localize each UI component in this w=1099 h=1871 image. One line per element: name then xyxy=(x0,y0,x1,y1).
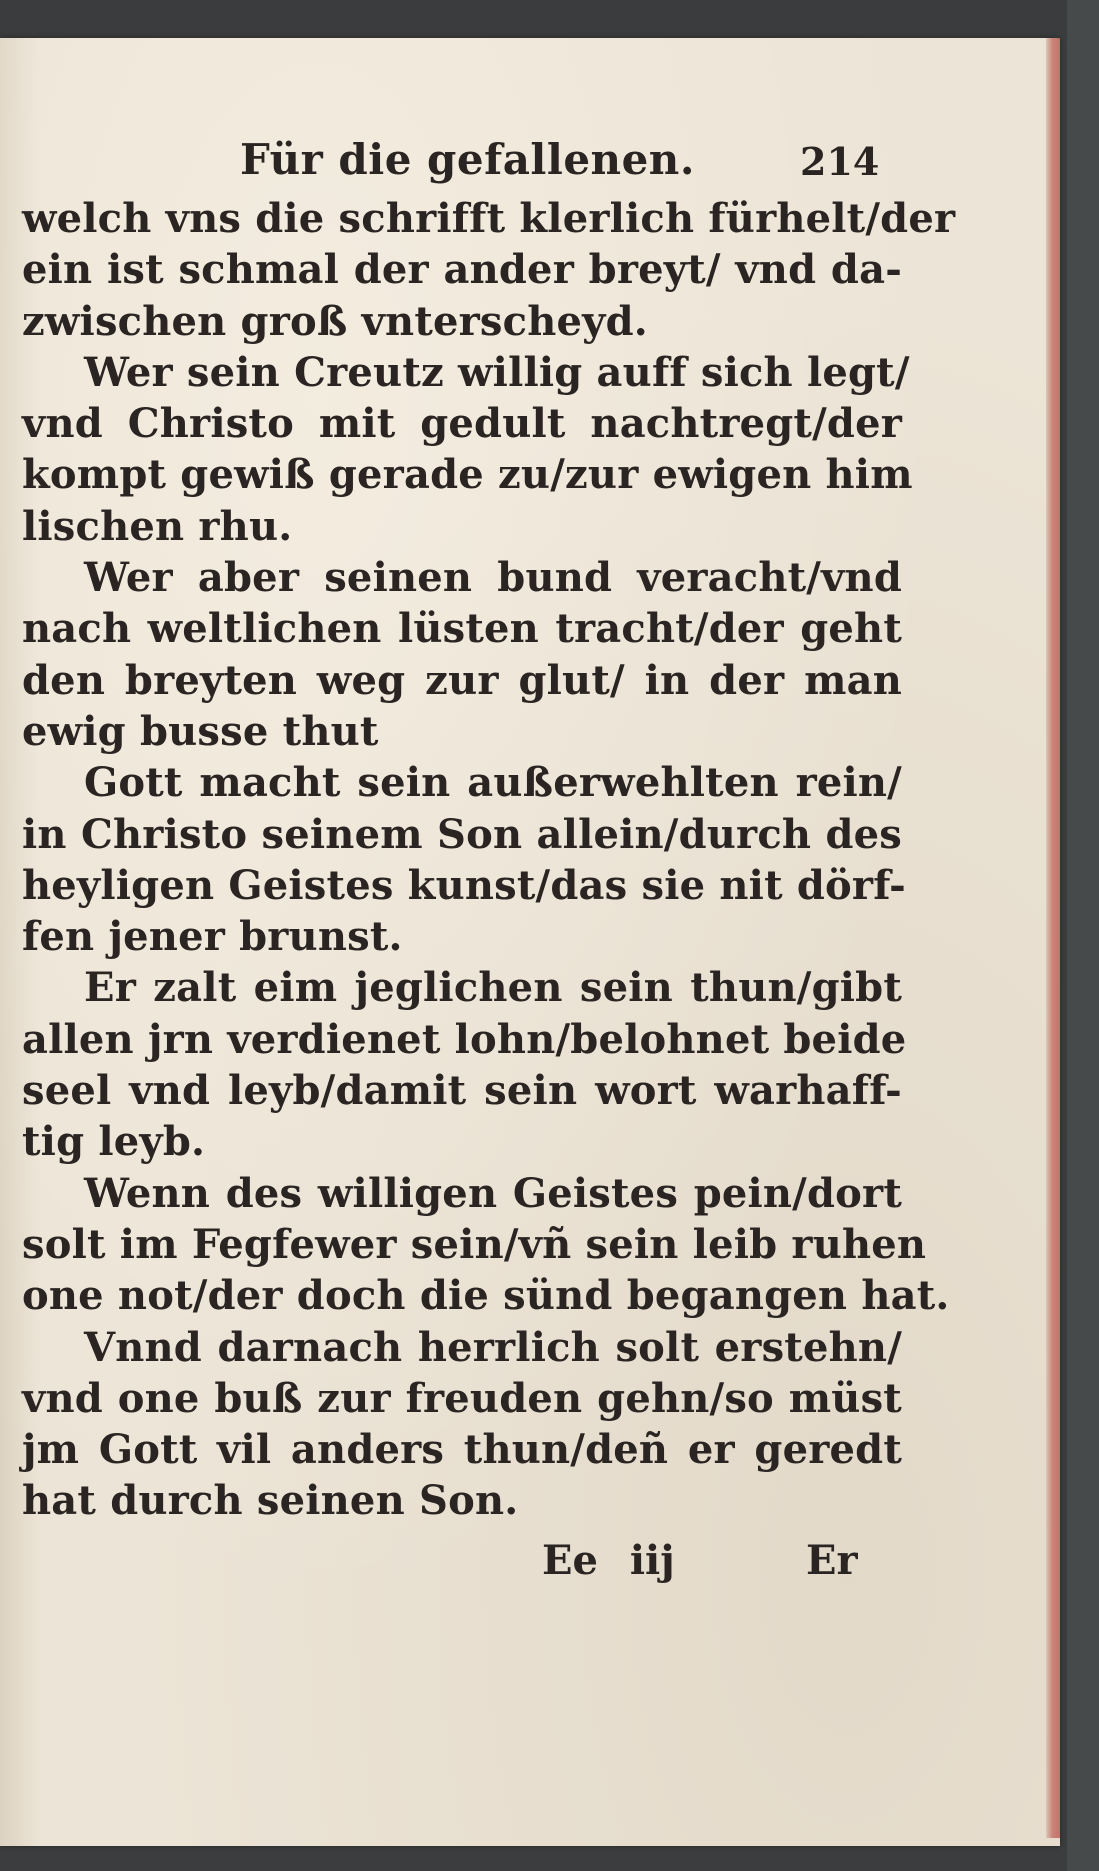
text-line: solt im Fegfewer sein/vñ sein leib ruhen xyxy=(22,1220,927,1268)
text-line: den breyten weg zur glut/ in der man xyxy=(22,656,902,704)
text-line: seel vnd leyb/damit sein wort warhaff- xyxy=(22,1067,902,1115)
text-line: Wer sein Creutz willig auff sich legt/ xyxy=(84,348,910,396)
text-line: vnd Christo mit gedult nachtregt/der xyxy=(22,400,902,448)
text-line: Wer aber seinen bund veracht/vnd xyxy=(84,554,902,602)
text-line: Vnnd darnach herrlich solt erstehn/ xyxy=(84,1323,902,1371)
scanner-background-right xyxy=(1067,0,1099,1871)
text-line: tig leyb. xyxy=(22,1118,206,1166)
text-line: jm Gott vil anders thun/deñ er geredt xyxy=(22,1426,902,1474)
text-line: Wenn des willigen Geistes pein/dort xyxy=(84,1169,902,1217)
signature-mark: Ee iij xyxy=(542,1536,675,1584)
catchword: Er xyxy=(806,1536,858,1584)
page-text-block xyxy=(22,135,956,1593)
text-line: Gott macht sein außerwehlten rein/ xyxy=(84,759,902,807)
page-number: 214 xyxy=(800,139,880,184)
text-line: vnd one buß zur freuden gehn/so müst xyxy=(22,1374,902,1422)
body-text xyxy=(22,193,956,1527)
running-head xyxy=(22,135,902,193)
text-line: one not/der doch die sünd begangen hat. xyxy=(22,1272,950,1320)
text-line: hat durch seinen Son. xyxy=(22,1477,519,1525)
text-line: nach weltlichen lüsten tracht/der geht xyxy=(22,605,902,653)
text-line: in Christo seinem Son allein/durch des xyxy=(22,810,902,858)
text-line: Er zalt eim jeglichen sein thun/gibt xyxy=(84,964,902,1012)
text-line: ewig busse thut xyxy=(22,707,379,755)
text-line: kompt gewiß gerade zu/zur ewigen him xyxy=(22,451,913,499)
text-line: allen jrn verdienet lohn/belohnet beide xyxy=(22,1015,907,1063)
text-line: heyligen Geistes kunst/das sie nit dörf- xyxy=(22,861,906,909)
text-line: zwischen groß vnterscheyd. xyxy=(22,297,648,345)
running-title: Für die gefallenen. xyxy=(240,135,695,184)
scanner-background xyxy=(0,0,1099,40)
text-line: fen jener brunst. xyxy=(22,913,403,961)
text-line: ein ist schmal der ander breyt/ vnd da- xyxy=(22,246,902,294)
page-footer xyxy=(22,1533,902,1593)
page-edge-red xyxy=(1046,38,1060,1838)
text-line: welch vns die schrifft klerlich fürhelt/der xyxy=(22,195,956,242)
text-line: lischen rhu. xyxy=(22,502,293,550)
